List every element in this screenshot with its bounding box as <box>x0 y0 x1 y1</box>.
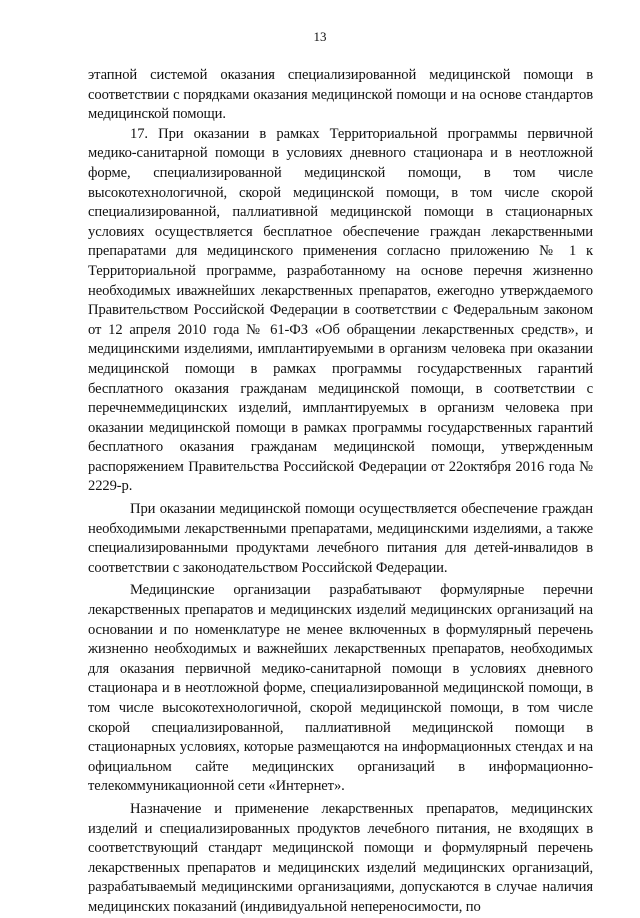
paragraph-formulary: Медицинские организации разрабатывают формулярные перечни лекарственных препаратов и медицинских изделий медицинских организаций на основании и по номенклатуре не менее включенных в формулярный перечень жизненно необходимых и важнейших лекарственных препаратов, необходимых для оказания первичной медико-санитарной помощи в условиях дневного стационара и в неотложной форме, специализированной медицинской помощи, в том числе высокотехнологичной, скорой медицинской помощи, в том числе скорой специализированной, паллиативной медицинской помощи в стационарных условиях, которые размещаются на информационных стендах и на официальном сайте медицинских организаций в информационно-телекоммуникационной сети «Интернет». <box>88 582 593 795</box>
page-number: 13 <box>313 29 327 44</box>
document-body <box>88 66 593 918</box>
paragraph-continuation: этапной системой оказания специализированной медицинской помощи в соответствии с порядками оказания медицинской помощи и на основе стандартов медицинской помощи. <box>88 67 593 123</box>
paragraph-17: 17. При оказании в рамках Территориальной программы первичной медико-санитарной помощи в условиях дневного стационара и в неотложной форме, специализированной медицинской помощи, в том числе высокотехнологичной, скорой медицинской помощи, в том числе скорой специализированной, паллиативной медицинской помощи в стационарных условиях осуществляется бесплатное обеспечение граждан лекарственными препаратами для медицинского применения согласно приложению № 1 к Территориальной программе, разработанному на основе перечня жизненно необходимых иважнейших лекарственных препаратов, ежегодно утверждаемого Правительством Российской Федерации в соответствии с Федеральным законом от 12 апреля 2010 года № 61-ФЗ «Об обращении лекарственных средств», и медицинскими изделиями, имплантируемыми в организм человека при оказании медицинской помощи в рамках программы государственных гарантий бесплатного оказания гражданам медицинской помощи, в соответствии с перечнеммедицинских изделий, имплантируемых в организм человека при оказании медицинской помощи в рамках программы государственных гарантий бесплатного оказания гражданам медицинской помощи, утвержденным распоряжением Правительства Российской Федерации от 22октября 2016 года № 2229-р. <box>88 125 593 495</box>
paragraph-prescription: Назначение и применение лекарственных препаратов, медицинских изделий и специализированных продуктов лечебного питания, не входящих в соответствующий стандарт медицинской помощи и формулярный перечень лекарственных препаратов и медицинских изделий медицинских организаций, разрабатываемый медицинскими организациями, допускаются в случае наличия медицинских показаний (индивидуальной непереносимости, по <box>88 800 593 915</box>
paragraph-provision: При оказании медицинской помощи осуществляется обеспечение граждан необходимыми лекарственными препаратами, медицинскими изделиями, а также специализированными продуктами лечебного питания для детей-инвалидов в соответствии с законодательством Российской Федерации. <box>88 501 593 576</box>
